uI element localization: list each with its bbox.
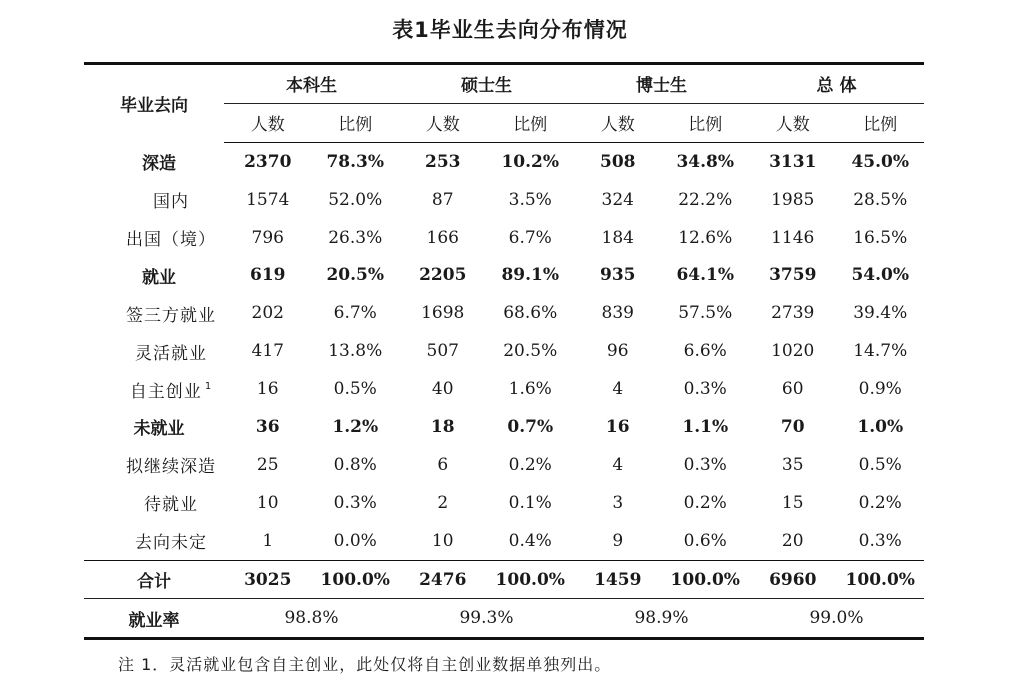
cell: 0.3%	[683, 379, 727, 400]
cell: 9	[612, 530, 624, 551]
graduate-destination-table	[84, 62, 924, 640]
cell: 166	[426, 227, 459, 248]
cell: 4	[612, 454, 624, 475]
cell: 0.2%	[508, 454, 552, 475]
cell: 1.2%	[332, 416, 379, 437]
row-label: 就业	[142, 267, 176, 288]
total-label: 合计	[84, 560, 224, 599]
cell: 70	[780, 416, 805, 437]
cell: 2205	[419, 265, 467, 286]
cell: 6.7%	[508, 227, 552, 248]
row-label: 灵活就业	[135, 343, 207, 364]
cell: 20	[781, 530, 804, 551]
cell: 36	[255, 416, 280, 437]
table-row	[84, 484, 924, 522]
cell: 16	[256, 379, 279, 400]
group-header: 硕士生	[399, 64, 574, 104]
cell: 96	[606, 341, 629, 362]
table-row	[84, 181, 924, 219]
group-header: 总 体	[749, 64, 924, 104]
cell: 202	[251, 303, 284, 324]
cell: 28.5%	[853, 189, 908, 210]
table-row	[84, 408, 924, 446]
table-row	[84, 370, 924, 408]
table-row	[84, 256, 924, 294]
cell: 1.6%	[508, 379, 552, 400]
cell: 16.5%	[853, 227, 908, 248]
cell: 0.3%	[333, 492, 377, 513]
cell: 1.1%	[682, 416, 729, 437]
cell: 54.0%	[851, 265, 910, 286]
cell: 12.6%	[678, 227, 733, 248]
cell: 18	[430, 416, 455, 437]
cell: 2476	[399, 560, 487, 599]
cell: 0.3%	[683, 454, 727, 475]
cell: 45.0%	[851, 151, 910, 172]
ratio-header: 比例	[487, 103, 575, 142]
cell: 13.8%	[328, 341, 383, 362]
total-row	[84, 560, 924, 599]
footnote-marker: 1	[204, 380, 213, 392]
cell: 3025	[224, 560, 312, 599]
cell: 0.6%	[683, 530, 727, 551]
cell: 6	[437, 454, 449, 475]
row-label: 未就业	[133, 419, 185, 440]
ratio-header: 比例	[837, 103, 925, 142]
count-header: 人数	[399, 103, 487, 142]
rate-cell: 98.8%	[224, 599, 399, 639]
cell: 0.8%	[333, 454, 377, 475]
cell: 60	[781, 379, 804, 400]
cell: 0.7%	[507, 416, 554, 437]
cell: 87	[431, 189, 454, 210]
row-label: 去向未定	[135, 533, 207, 554]
cell: 2	[437, 492, 449, 513]
table-row	[84, 446, 924, 484]
table-title: 表1毕业生去向分布情况	[392, 18, 628, 42]
cell: 0.5%	[858, 454, 902, 475]
cell: 35	[781, 454, 804, 475]
cell: 0.1%	[508, 492, 552, 513]
cell: 935	[600, 265, 636, 286]
cell: 1020	[771, 341, 815, 362]
row-label: 深造	[142, 153, 176, 174]
cell: 6.7%	[333, 303, 377, 324]
cell: 0.2%	[858, 492, 902, 513]
row-label-with-footnote	[84, 370, 224, 408]
cell: 57.5%	[678, 303, 733, 324]
cell: 1574	[246, 189, 290, 210]
cell: 40	[431, 379, 454, 400]
cell: 14.7%	[853, 341, 908, 362]
cell: 20.5%	[326, 265, 385, 286]
header-row-groups	[84, 64, 924, 104]
cell: 64.1%	[676, 265, 735, 286]
cell: 417	[251, 341, 284, 362]
cell: 2370	[244, 151, 292, 172]
group-header: 本科生	[224, 64, 399, 104]
employment-rate-row	[84, 599, 924, 639]
table-row	[84, 219, 924, 257]
cell: 507	[426, 341, 459, 362]
ratio-header: 比例	[662, 103, 750, 142]
cell: 10	[256, 492, 279, 513]
cell: 253	[425, 151, 461, 172]
cell: 0.3%	[858, 530, 902, 551]
cell: 52.0%	[328, 189, 383, 210]
cell: 0.9%	[858, 379, 902, 400]
cell: 3759	[769, 265, 817, 286]
cell: 3.5%	[508, 189, 552, 210]
cell: 10.2%	[501, 151, 560, 172]
cell: 0.2%	[683, 492, 727, 513]
cell: 34.8%	[676, 151, 735, 172]
cell: 619	[250, 265, 286, 286]
cell: 6960	[749, 560, 837, 599]
cell: 100.0%	[837, 560, 925, 599]
cell: 100.0%	[487, 560, 575, 599]
cell: 16	[605, 416, 630, 437]
cell: 839	[601, 303, 634, 324]
table-row	[84, 142, 924, 180]
cell: 15	[781, 492, 804, 513]
cell: 1	[262, 530, 274, 551]
cell: 22.2%	[678, 189, 733, 210]
cell: 89.1%	[501, 265, 560, 286]
cell: 184	[601, 227, 634, 248]
row-label: 国内	[153, 192, 189, 213]
cell: 0.4%	[508, 530, 552, 551]
cell: 10	[431, 530, 454, 551]
cell: 25	[256, 454, 279, 475]
row-label: 自主创业	[129, 381, 202, 402]
cell: 39.4%	[853, 303, 908, 324]
cell: 26.3%	[328, 227, 383, 248]
group-header: 博士生	[574, 64, 749, 104]
ratio-header: 比例	[312, 103, 400, 142]
cell: 324	[601, 189, 634, 210]
table-row	[84, 522, 924, 560]
table-row	[84, 332, 924, 370]
rate-cell: 99.0%	[749, 599, 924, 639]
row-label: 待就业	[144, 495, 198, 516]
count-header: 人数	[574, 103, 662, 142]
cell: 6.6%	[683, 341, 727, 362]
cell: 4	[612, 379, 624, 400]
row-label: 出国（境）	[126, 230, 216, 250]
cell: 100.0%	[312, 560, 400, 599]
cell: 796	[251, 227, 284, 248]
cell: 78.3%	[326, 151, 385, 172]
cell: 1459	[574, 560, 662, 599]
count-header: 人数	[749, 103, 837, 142]
cell: 1.0%	[857, 416, 904, 437]
rate-cell: 98.9%	[574, 599, 749, 639]
cell: 1698	[421, 303, 465, 324]
row-label-header: 毕业去向	[84, 64, 224, 143]
rate-cell: 99.3%	[399, 599, 574, 639]
footnote-text: 注 1．灵活就业包含自主创业，此处仅将自主创业数据单独列出。	[118, 655, 612, 674]
table-row	[84, 294, 924, 332]
cell: 3	[612, 492, 624, 513]
cell: 2739	[771, 303, 815, 324]
row-label: 拟继续深造	[126, 457, 216, 478]
cell: 1146	[771, 227, 815, 248]
cell: 0.5%	[333, 379, 377, 400]
cell: 20.5%	[503, 341, 558, 362]
cell: 68.6%	[503, 303, 558, 324]
cell: 1985	[771, 189, 815, 210]
row-label: 签三方就业	[126, 305, 216, 326]
rate-label: 就业率	[84, 599, 224, 639]
cell: 0.0%	[333, 530, 377, 551]
count-header: 人数	[224, 103, 312, 142]
cell: 508	[600, 151, 636, 172]
cell: 3131	[769, 151, 817, 172]
cell: 100.0%	[662, 560, 750, 599]
